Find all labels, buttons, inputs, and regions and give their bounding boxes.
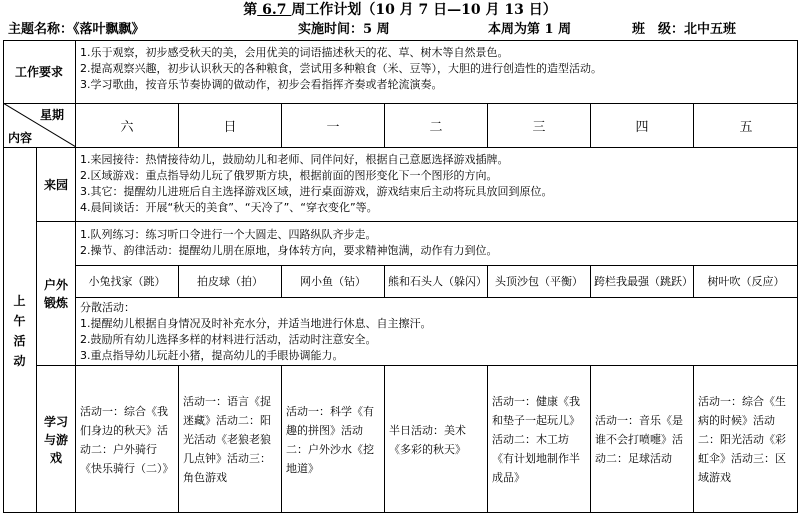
arrival-item: 1.来园接待：热情接待幼儿，鼓励幼儿和老师、同伴问好，根据自己意愿选择游戏插牌。: [80, 153, 509, 166]
corner-weekday-label: 星期: [40, 108, 65, 122]
learning-thursday: 活动一：音乐《是谁不会打喷嚏》活动二：足球活动: [595, 414, 683, 465]
day-saturday: 六: [120, 120, 134, 135]
arrival-item: 2.区域游戏：重点指导幼儿玩了俄罗斯方块，根据前面的图形变化下一个图形的方向。: [80, 169, 498, 182]
outdoor-item: 1.队列练习：练习听口令进行一个大圆走、四路纵队齐步走。: [80, 228, 377, 241]
outdoor-label: 户外锻炼: [43, 277, 68, 310]
title-date-range: （10 月 7 日—10 月 13 日）: [361, 2, 557, 18]
title-prefix: 第: [243, 2, 258, 18]
learning-sunday: 活动一：语言《捉迷藏》活动二：阳光活动《老狼老狼几点钟》活动三：角色游戏: [183, 395, 271, 484]
outdoor-list: [76, 223, 798, 265]
game-thursday: 跨栏我最强（跳跃）: [594, 274, 693, 288]
class-name: 班 级：北中五班: [632, 22, 737, 37]
day-wednesday: 三: [532, 120, 546, 135]
learning-wednesday: 活动一：健康《我和垫子一起玩儿》活动二：木工坊《有计划地制作半成品》: [492, 395, 580, 484]
game-wednesday: 头顶沙包（平衡）: [495, 274, 583, 288]
current-week: 本周为第 1 周: [488, 22, 572, 37]
game-friday: 树叶吹（反应）: [707, 274, 785, 288]
info-bar: [0, 20, 800, 40]
page-title: [0, 0, 800, 20]
goals-label: 工作要求: [14, 65, 63, 79]
goal-item: 1.乐于观察，初步感受秋天的美，会用优美的词语描述秋天的花、草、树木等自然景色。: [80, 46, 509, 59]
learning-friday: 活动一：综合《生病的时候》活动二：阳光活动《彩虹伞》活动三：区域游戏: [698, 395, 786, 484]
learning-tuesday: 半日活动：美术《多彩的秋天》: [389, 423, 466, 456]
title-week-number: 6.7: [257, 2, 292, 18]
split-item: 2.鼓励所有幼儿选择多样的材料进行活动，活动时注意安全。: [80, 333, 377, 346]
goal-item: 3.学习歌曲，按音乐节奏协调的做动作，初步会看指挥齐奏或者轮流演奏。: [80, 78, 443, 91]
theme-name: 主题名称：《落叶飘飘》: [8, 22, 145, 37]
arrival-item: 3.其它：提醒幼儿进班后自主选择游戏区域，进行桌面游戏，游戏结束后主动将玩具放回到原位。: [80, 185, 553, 198]
day-monday: 一: [326, 120, 340, 135]
goals-list: [76, 41, 798, 103]
game-sunday: 拍皮球（拍）: [197, 274, 263, 288]
corner-content-label: 内容: [8, 131, 33, 145]
split-item: 1.提醒幼儿根据自身情况及时补充水分，并适当地进行休息、自主擦汗。: [80, 317, 432, 330]
split-item: 3.重点指导幼儿玩赶小猪，提高幼儿的手眼协调能力。: [80, 349, 344, 362]
day-thursday: 四: [635, 120, 649, 135]
game-saturday: 小兔找家（跳）: [88, 274, 166, 288]
game-tuesday: 熊和石头人（躲闪）: [388, 274, 487, 288]
game-monday: 网小鱼（钻）: [300, 274, 366, 288]
learning-monday: 活动一：科学《有趣的拼图》活动二：户外沙水《挖地道》: [286, 404, 374, 475]
arrival-item: 4.晨间谈话：开展“秋天的美食”、“天冷了”、“穿衣变化”等。: [80, 201, 378, 214]
learning-saturday: 活动一：综合《我们身边的秋天》活动二：户外骑行《快乐骑行（二）》: [80, 404, 174, 475]
outdoor-item: 2.操节、韵律活动：提醒幼儿朋在原地，身体转方向，要求精神饱满，动作有力到位。: [80, 244, 498, 257]
day-sunday: 日: [223, 120, 237, 135]
morning-section-label: 上午活动: [13, 293, 26, 368]
goal-item: 2.提高观察兴趣，初步认识秋天的各种粮食，尝试用多种粮食（米、豆等），大胆的进行创造性的造型活动。: [80, 62, 602, 75]
arrival-label: 来园: [43, 178, 68, 192]
day-friday: 五: [739, 120, 753, 135]
learning-label: 学习与游戏: [43, 414, 68, 465]
arrival-list: [76, 149, 798, 221]
split-activities: [76, 298, 798, 365]
split-title: 分散活动：: [80, 301, 135, 314]
day-tuesday: 二: [429, 120, 443, 135]
implementation-duration: 实施时间：5 周: [298, 22, 390, 37]
title-suffix: 周工作计划: [291, 2, 362, 18]
